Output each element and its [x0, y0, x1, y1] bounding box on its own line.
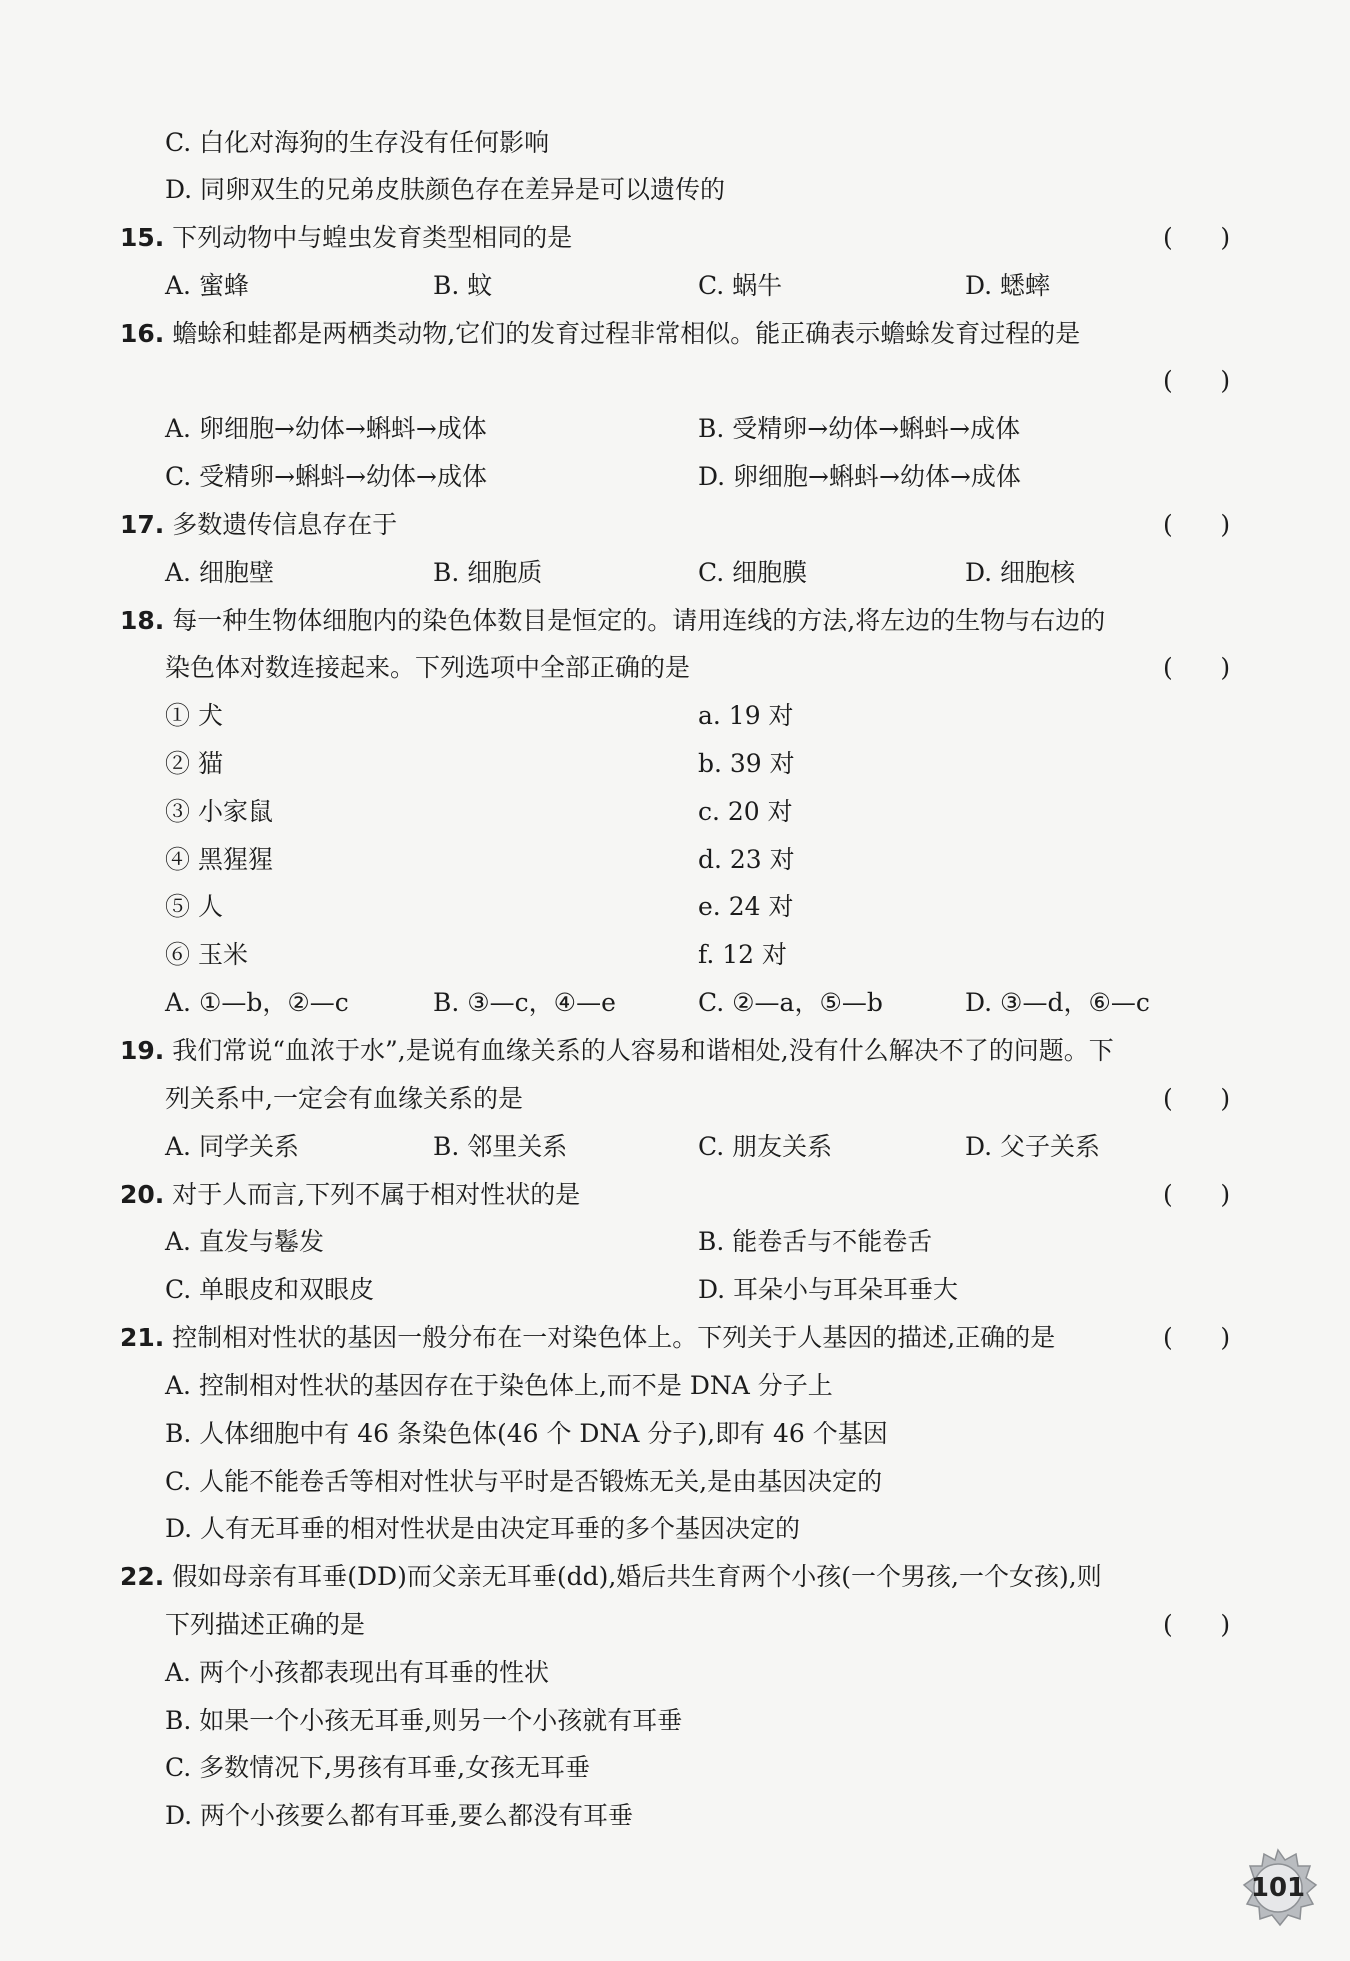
q22-answer-blank: ( )	[1163, 1610, 1231, 1639]
q16-number: 16.	[120, 319, 165, 348]
q22-option-a: A. 两个小孩都表现出有耳垂的性状	[165, 1658, 549, 1687]
q18-answer-blank: ( )	[1163, 653, 1231, 682]
q19-stem-line-1	[120, 1034, 1114, 1068]
q18-organism-1: ① 犬	[165, 701, 223, 730]
q15-number: 15.	[120, 223, 165, 252]
q21-option-d: D. 人有无耳垂的相对性状是由决定耳垂的多个基因决定的	[165, 1514, 801, 1543]
page-number: 101	[1250, 1873, 1306, 1903]
q19-stem-1: 我们常说“血浓于水”,是说有血缘关系的人容易和谐相处,没有什么解决不了的问题。下	[172, 1036, 1114, 1065]
q18-chromosome-c: c. 20 对	[698, 797, 793, 826]
q18-option-c: C. ②—a，⑤—b	[698, 988, 883, 1017]
q21-answer-blank: ( )	[1163, 1323, 1231, 1352]
q18-chromosome-d: d. 23 对	[698, 845, 795, 874]
q15-option-b: B. 蚊	[433, 271, 493, 300]
q18-option-b: B. ③—c，④—e	[433, 988, 616, 1017]
q14-option-c: C. 白化对海狗的生存没有任何影响	[165, 128, 550, 157]
q17-option-d: D. 细胞核	[965, 558, 1076, 587]
q18-option-a: A. ①—b，②—c	[165, 988, 349, 1017]
q22-option-c: C. 多数情况下,男孩有耳垂,女孩无耳垂	[165, 1753, 591, 1782]
q22-number: 22.	[120, 1562, 165, 1591]
q18-organism-6: ⑥ 玉米	[165, 940, 248, 969]
q20-stem: 对于人而言,下列不属于相对性状的是	[172, 1180, 581, 1209]
q20-option-b: B. 能卷舌与不能卷舌	[698, 1227, 933, 1256]
q16-option-b: B. 受精卵→幼体→蝌蚪→成体	[698, 414, 1021, 443]
q18-option-d: D. ③—d，⑥—c	[965, 988, 1150, 1017]
q16-stem-line	[120, 317, 1080, 351]
q17-stem-line	[120, 508, 397, 542]
q19-answer-blank: ( )	[1163, 1084, 1231, 1113]
q18-stem-1: 每一种生物体细胞内的染色体数目是恒定的。请用连线的方法,将左边的生物与右边的	[172, 606, 1106, 635]
q20-option-c: C. 单眼皮和双眼皮	[165, 1275, 375, 1304]
q17-stem: 多数遗传信息存在于	[172, 510, 398, 539]
q17-option-a: A. 细胞壁	[165, 558, 274, 587]
q20-answer-blank: ( )	[1163, 1180, 1231, 1209]
q22-stem-2: 下列描述正确的是	[165, 1610, 366, 1639]
q18-chromosome-b: b. 39 对	[698, 749, 795, 778]
q17-option-b: B. 细胞质	[433, 558, 543, 587]
q21-stem: 控制相对性状的基因一般分布在一对染色体上。下列关于人基因的描述,正确的是	[172, 1323, 1056, 1352]
q21-number: 21.	[120, 1323, 165, 1352]
q16-option-a: A. 卵细胞→幼体→蝌蚪→成体	[165, 414, 487, 443]
q16-option-c: C. 受精卵→蝌蚪→幼体→成体	[165, 462, 487, 491]
q20-option-d: D. 耳朵小与耳朵耳垂大	[698, 1275, 959, 1304]
q19-option-a: A. 同学关系	[165, 1132, 299, 1161]
q18-organism-3: ③ 小家鼠	[165, 797, 273, 826]
q15-option-d: D. 蟋蟀	[965, 271, 1051, 300]
q22-option-b: B. 如果一个小孩无耳垂,则另一个小孩就有耳垂	[165, 1706, 683, 1735]
q19-option-b: B. 邻里关系	[433, 1132, 568, 1161]
q16-option-d: D. 卵细胞→蝌蚪→幼体→成体	[698, 462, 1021, 491]
page-number-badge	[1238, 1848, 1318, 1928]
q22-option-d: D. 两个小孩要么都有耳垂,要么都没有耳垂	[165, 1801, 633, 1830]
q16-answer-blank: ( )	[1163, 366, 1231, 395]
q15-option-a: A. 蜜蜂	[165, 271, 249, 300]
q21-option-a: A. 控制相对性状的基因存在于染色体上,而不是 DNA 分子上	[165, 1371, 833, 1400]
q15-stem-line	[120, 221, 572, 255]
q20-option-a: A. 直发与鬈发	[165, 1227, 324, 1256]
q18-number: 18.	[120, 606, 165, 635]
q18-chromosome-e: e. 24 对	[698, 892, 794, 921]
q16-stem: 蟾蜍和蛙都是两栖类动物,它们的发育过程非常相似。能正确表示蟾蜍发育过程的是	[172, 319, 1081, 348]
q19-stem-2: 列关系中,一定会有血缘关系的是	[165, 1084, 523, 1113]
q15-answer-blank: ( )	[1163, 223, 1231, 252]
q18-organism-2: ② 猫	[165, 749, 223, 778]
q21-option-c: C. 人能不能卷舌等相对性状与平时是否锻炼无关,是由基因决定的	[165, 1467, 883, 1496]
q18-organism-4: ④ 黑猩猩	[165, 845, 273, 874]
q21-stem-line	[120, 1321, 1055, 1355]
q20-stem-line	[120, 1178, 580, 1212]
q15-option-c: C. 蜗牛	[698, 271, 783, 300]
q22-stem-1: 假如母亲有耳垂(DD)而父亲无耳垂(dd),婚后共生育两个小孩(一个男孩,一个女孩),则	[172, 1562, 1102, 1591]
q18-chromosome-f: f. 12 对	[698, 940, 788, 969]
q18-chromosome-a: a. 19 对	[698, 701, 794, 730]
q17-option-c: C. 细胞膜	[698, 558, 808, 587]
q19-option-d: D. 父子关系	[965, 1132, 1101, 1161]
q22-stem-line-1	[120, 1560, 1102, 1594]
q18-stem-line-1	[120, 604, 1105, 638]
q21-option-b: B. 人体细胞中有 46 条染色体(46 个 DNA 分子),即有 46 个基因	[165, 1419, 888, 1448]
q14-option-d: D. 同卵双生的兄弟皮肤颜色存在差异是可以遗传的	[165, 175, 726, 204]
q20-number: 20.	[120, 1180, 165, 1209]
q17-number: 17.	[120, 510, 165, 539]
q19-option-c: C. 朋友关系	[698, 1132, 833, 1161]
q18-stem-2: 染色体对数连接起来。下列选项中全部正确的是	[165, 653, 691, 682]
q18-organism-5: ⑤ 人	[165, 892, 223, 921]
q19-number: 19.	[120, 1036, 165, 1065]
q17-answer-blank: ( )	[1163, 510, 1231, 539]
q15-stem: 下列动物中与蝗虫发育类型相同的是	[172, 223, 573, 252]
